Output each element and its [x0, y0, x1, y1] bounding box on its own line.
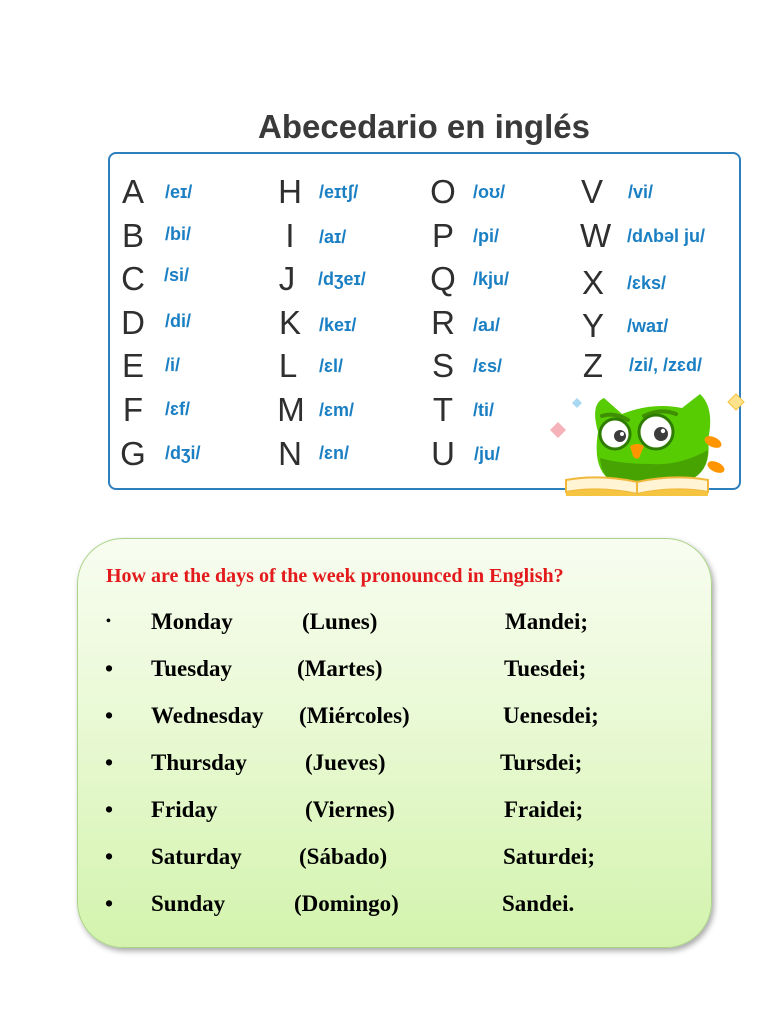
letter-j: J [278, 260, 296, 297]
ipa-q: /kju/ [473, 269, 510, 289]
ipa-e: /i/ [165, 355, 181, 375]
day-spanish: (Viernes) [305, 797, 395, 822]
letter-x: X [581, 264, 604, 301]
day-english: Friday [151, 797, 218, 822]
day-pronunciation: Mandei; [505, 609, 589, 634]
letter-f: F [122, 391, 144, 428]
ipa-k: /keɪ/ [319, 315, 357, 335]
ipa-b: /bi/ [165, 224, 191, 244]
letter-v: V [580, 173, 603, 210]
bullet: • [105, 891, 114, 916]
bullet: • [105, 750, 114, 775]
day-spanish: (Lunes) [302, 609, 378, 634]
ipa-n: /ɛn/ [319, 443, 349, 463]
ipa-d: /di/ [165, 311, 191, 331]
bullet: • [106, 614, 111, 629]
ipa-x: /ɛks/ [627, 273, 666, 293]
ipa-u: /ju/ [474, 444, 500, 464]
bullet: • [105, 656, 114, 681]
ipa-p: /pi/ [473, 226, 499, 246]
ipa-i: /aɪ/ [319, 227, 347, 247]
letter-n: N [278, 435, 302, 472]
letter-z: Z [582, 347, 604, 384]
day-english: Saturday [151, 844, 242, 869]
day-english: Monday [151, 609, 233, 634]
letter-l: L [278, 347, 298, 384]
letter-b: B [121, 217, 144, 254]
day-english: Thursday [151, 750, 247, 775]
day-spanish: (Martes) [297, 656, 383, 681]
bullet: • [105, 844, 114, 869]
ipa-l: /ɛl/ [319, 356, 343, 376]
day-english: Wednesday [151, 703, 264, 728]
owl-mascot-reading-book-icon [540, 388, 750, 498]
letter-m: M [277, 391, 305, 428]
ipa-f: /ɛf/ [165, 399, 190, 419]
owl-body-icon [595, 394, 726, 481]
letter-s: S [431, 347, 454, 384]
day-spanish: (Jueves) [305, 750, 386, 775]
ipa-g: /dʒi/ [165, 443, 201, 463]
pink-sparkle-icon [550, 422, 566, 438]
day-spanish: (Domingo) [294, 891, 399, 916]
day-pronunciation: Tursdei; [500, 750, 583, 775]
ipa-r: /aɹ/ [473, 315, 501, 335]
day-pronunciation: Tuesdei; [504, 656, 587, 681]
letter-r: R [431, 304, 455, 341]
day-pronunciation: Uenesdei; [503, 703, 599, 728]
letter-y: Y [581, 307, 604, 344]
day-spanish: (Sábado) [299, 844, 388, 869]
ipa-h: /eɪtʃ/ [319, 182, 359, 202]
day-spanish: (Miércoles) [299, 703, 410, 728]
day-pronunciation: Saturdei; [503, 844, 595, 869]
day-english: Sunday [151, 891, 226, 916]
yellow-sparkle-icon [728, 394, 744, 410]
letter-o: O [430, 173, 456, 210]
ipa-z: /zi/, /zɛd/ [629, 355, 702, 375]
ipa-c: /si/ [164, 265, 190, 285]
letter-q: Q [430, 260, 456, 297]
ipa-v: /vi/ [628, 182, 654, 202]
letter-t: T [432, 391, 454, 428]
ipa-s: /ɛs/ [473, 356, 502, 376]
letter-h: H [278, 173, 302, 210]
ipa-m: /ɛm/ [319, 400, 354, 420]
days-of-week-box [77, 538, 712, 948]
letter-k: K [278, 304, 301, 341]
letter-c: C [121, 260, 145, 297]
days-question: How are the days of the week pronounced in English? [106, 565, 564, 587]
bullet: • [105, 703, 114, 728]
letter-a: A [121, 173, 144, 210]
letter-w: W [580, 217, 612, 254]
letter-i: I [285, 217, 295, 254]
day-english: Tuesday [151, 656, 232, 681]
page-title: Abecedario en inglés [258, 108, 590, 145]
letter-e: E [121, 347, 144, 384]
letter-p: P [431, 217, 454, 254]
letter-d: D [121, 304, 145, 341]
letter-u: U [431, 435, 455, 472]
day-pronunciation: Fraidei; [504, 797, 584, 822]
ipa-y: /waɪ/ [627, 316, 669, 336]
blue-sparkle-icon [572, 398, 582, 408]
ipa-w: /dʌbəl ju/ [627, 226, 706, 246]
ipa-o: /oʊ/ [473, 182, 506, 202]
bullet: • [105, 797, 114, 822]
day-pronunciation: Sandei. [502, 891, 575, 916]
letter-g: G [120, 435, 146, 472]
ipa-a: /eɪ/ [165, 182, 193, 202]
ipa-t: /ti/ [473, 400, 494, 420]
ipa-j: /dʒeɪ/ [318, 269, 366, 289]
